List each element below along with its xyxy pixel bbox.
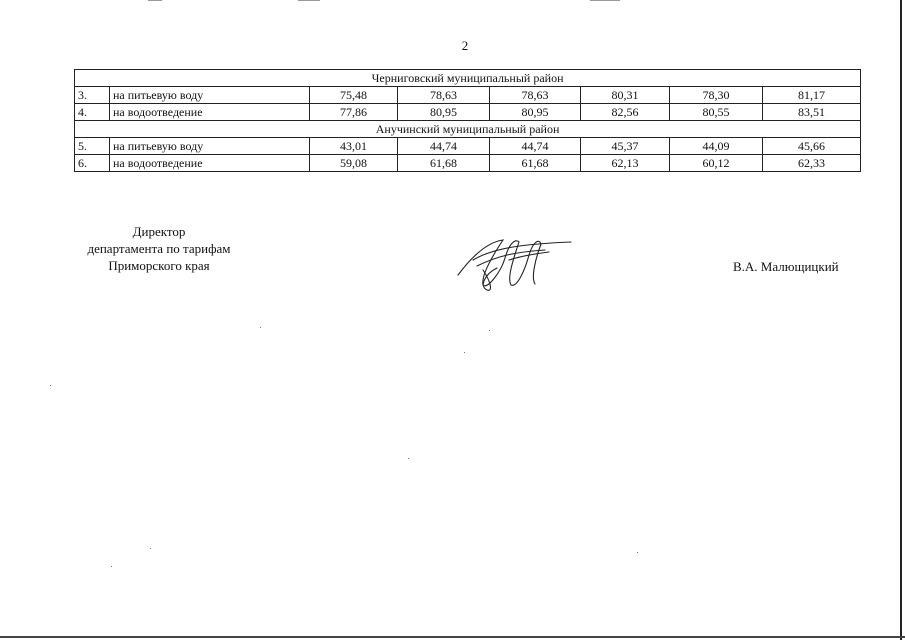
row-number: 4. <box>75 104 110 121</box>
scan-speck <box>260 327 261 328</box>
tariff-value: 83,51 <box>763 104 861 121</box>
tariff-value: 45,66 <box>763 138 861 155</box>
table-row <box>75 138 861 155</box>
row-number: 6. <box>75 155 110 172</box>
tariff-value: 81,17 <box>763 87 861 104</box>
tariff-value: 44,09 <box>670 138 763 155</box>
tariff-value: 62,13 <box>581 155 670 172</box>
row-number: 5. <box>75 138 110 155</box>
page-edge-right <box>900 0 902 640</box>
tariff-value: 80,55 <box>670 104 763 121</box>
tariff-value: 61,68 <box>490 155 581 172</box>
tariff-name: на водоотведение <box>110 104 310 121</box>
page-edge-bottom <box>0 636 905 638</box>
signature-block <box>74 223 244 274</box>
tariff-value: 80,31 <box>581 87 670 104</box>
tariff-value: 80,95 <box>398 104 490 121</box>
section-header-row <box>75 121 861 138</box>
tariff-value: 82,56 <box>581 104 670 121</box>
page-number: 2 <box>461 38 469 53</box>
tariff-value: 44,74 <box>490 138 581 155</box>
tariff-value: 78,63 <box>490 87 581 104</box>
tariff-value: 78,63 <box>398 87 490 104</box>
signer-department: департамента по тарифам <box>87 241 231 256</box>
tariff-value: 45,37 <box>581 138 670 155</box>
tariff-value: 77,86 <box>310 104 398 121</box>
tariff-value: 75,48 <box>310 87 398 104</box>
signer-position: Директор <box>132 224 186 239</box>
tariff-value: 62,33 <box>763 155 861 172</box>
tariff-table-body <box>75 70 861 172</box>
section-title: Черниговский муниципальный район <box>75 70 861 87</box>
table-row <box>75 87 861 104</box>
signer-name: В.А. Малющицкий <box>733 259 839 274</box>
tariff-value: 44,74 <box>398 138 490 155</box>
tariff-name: на водоотведение <box>110 155 310 172</box>
scan-mark <box>590 0 620 1</box>
scan-mark <box>148 0 162 1</box>
tariff-name: на питьевую воду <box>110 138 310 155</box>
tariff-value: 61,68 <box>398 155 490 172</box>
scan-speck <box>489 330 490 331</box>
section-title: Анучинский муниципальный район <box>75 121 861 138</box>
scan-speck <box>637 552 638 553</box>
scan-speck <box>150 548 151 549</box>
scan-speck <box>111 566 112 567</box>
handwritten-signature <box>453 230 583 300</box>
table-row <box>75 104 861 121</box>
tariff-value: 80,95 <box>490 104 581 121</box>
tariff-value: 60,12 <box>670 155 763 172</box>
section-header-row <box>75 70 861 87</box>
tariff-value: 78,30 <box>670 87 763 104</box>
tariff-table <box>74 69 861 172</box>
row-number: 3. <box>75 87 110 104</box>
scan-speck <box>408 458 409 459</box>
tariff-name: на питьевую воду <box>110 87 310 104</box>
scan-mark <box>298 0 320 1</box>
tariff-value: 43,01 <box>310 138 398 155</box>
scan-speck <box>50 385 51 386</box>
signer-region: Приморского края <box>108 258 210 273</box>
scan-speck <box>464 352 465 353</box>
tariff-value: 59,08 <box>310 155 398 172</box>
table-row <box>75 155 861 172</box>
